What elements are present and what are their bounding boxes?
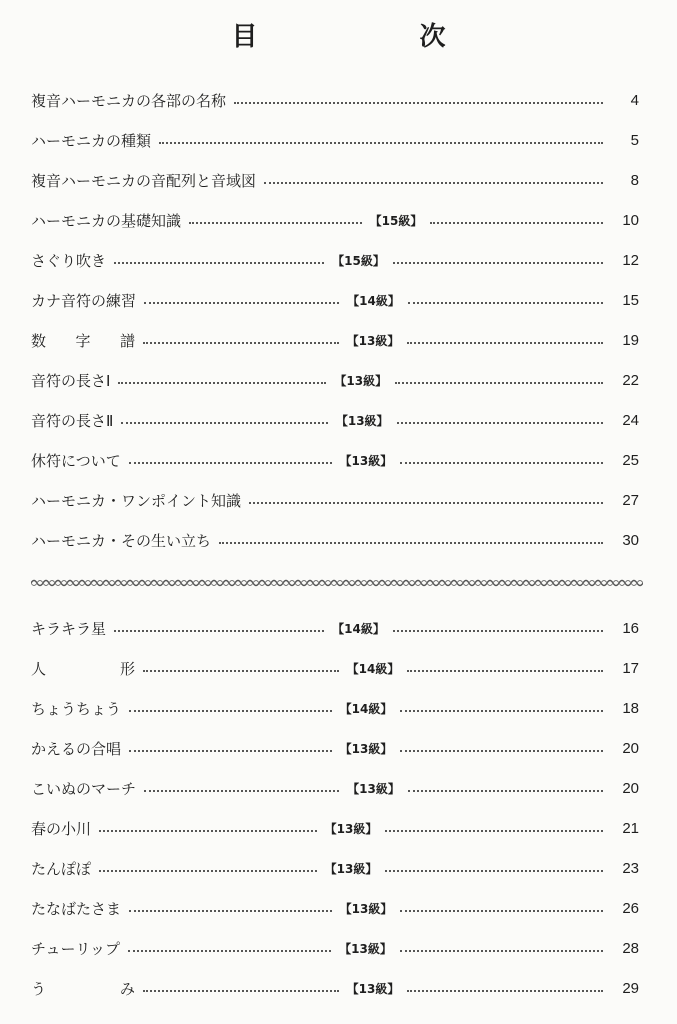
dot-leader: [408, 302, 603, 304]
dot-leader: [397, 422, 603, 424]
toc-entry: [31, 208, 639, 232]
page-number: 23: [622, 859, 639, 877]
page-number: 22: [622, 371, 640, 389]
dot-leader: [121, 422, 327, 424]
dot-leader: [143, 342, 339, 344]
page-number: 8: [630, 171, 639, 189]
toc-entry: [31, 408, 639, 432]
toc-entry: [31, 488, 639, 512]
toc-entry: [31, 248, 639, 272]
page-number: 20: [622, 779, 639, 797]
toc-entry-title: 音符の長さⅡ: [31, 411, 114, 430]
dot-leader: [407, 670, 603, 672]
dot-leader: [129, 710, 332, 712]
dot-leader: [385, 870, 603, 872]
dot-leader: [159, 142, 603, 144]
grade-label: 【14級】: [347, 293, 400, 308]
page-number: 19: [622, 331, 640, 349]
grade-label: 【13級】: [339, 901, 393, 916]
page-number: 4: [630, 91, 639, 109]
dot-leader: [249, 502, 603, 504]
toc-entry: [31, 776, 639, 800]
dot-leader: [234, 102, 603, 104]
dot-leader: [400, 910, 603, 912]
toc-entry-title: 人 形: [31, 659, 135, 678]
page-number: 15: [622, 291, 639, 309]
toc-entry: [31, 896, 639, 920]
grade-label: 【15級】: [332, 253, 385, 268]
dot-leader: [114, 262, 324, 264]
toc-entry-title: ハーモニカの基礎知識: [31, 211, 182, 230]
dot-leader: [143, 990, 339, 992]
toc-entry: [31, 656, 639, 680]
section-divider: [31, 578, 643, 588]
dot-leader: [189, 222, 362, 224]
page-number: 29: [622, 979, 640, 997]
toc-entry-title: 休符について: [31, 451, 121, 470]
toc-entry-title: ハーモニカの種類: [31, 131, 152, 150]
toc-entry: [31, 528, 639, 552]
grade-label: 【13級】: [347, 781, 400, 796]
toc-entry: [31, 736, 639, 760]
dot-leader: [400, 462, 603, 464]
page-title: 目 次: [231, 22, 514, 52]
grade-label: 【13級】: [346, 981, 400, 996]
dot-leader: [129, 462, 332, 464]
toc-entry: [31, 696, 639, 720]
toc-entry: [31, 448, 639, 472]
page-number: 5: [630, 131, 639, 149]
toc-entry-title: こいぬのマーチ: [31, 779, 137, 798]
toc-entry: [31, 128, 639, 152]
grade-label: 【13級】: [339, 941, 392, 956]
grade-label: 【13級】: [335, 413, 389, 428]
toc-entry-title: 音符の長さⅠ: [31, 371, 111, 390]
grade-label: 【15級】: [369, 213, 423, 228]
grade-label: 【13級】: [324, 821, 378, 836]
dot-leader: [219, 542, 603, 544]
grade-label: 【13級】: [324, 861, 378, 876]
grade-label: 【13級】: [346, 333, 400, 348]
toc-entry-title: さぐり吹き: [31, 251, 107, 270]
toc-entry: [31, 936, 639, 960]
page-number: 27: [622, 491, 639, 509]
dot-leader: [144, 790, 339, 792]
dot-leader: [430, 222, 603, 224]
toc-entry-title: ハーモニカ・ワンポイント知識: [31, 491, 242, 510]
toc-entry-title: たなばたさま: [31, 899, 122, 918]
page-number: 21: [622, 819, 639, 837]
dot-leader: [99, 870, 317, 872]
toc-entry: [31, 816, 639, 840]
toc-entry-title: 数 字 譜: [31, 331, 135, 350]
dot-leader: [400, 950, 603, 952]
page-number: 24: [622, 411, 639, 429]
grade-label: 【13級】: [339, 453, 393, 468]
dot-leader: [99, 830, 317, 832]
dot-leader: [129, 910, 332, 912]
grade-label: 【14級】: [332, 621, 385, 636]
page-number: 18: [622, 699, 639, 717]
page-number: 25: [622, 451, 639, 469]
toc-entry: [31, 368, 639, 392]
page-number: 28: [622, 939, 639, 957]
page-number: 26: [622, 899, 639, 917]
toc-entry: [31, 328, 639, 352]
dot-leader: [407, 990, 603, 992]
dot-leader: [129, 750, 332, 752]
dot-leader: [128, 950, 331, 952]
toc-entry: [31, 976, 639, 1000]
toc-entry-title: チューリップ: [31, 939, 120, 958]
page-number: 10: [622, 211, 639, 229]
dot-leader: [385, 830, 603, 832]
toc-entry-title: 複音ハーモニカの音配列と音域図: [31, 171, 257, 190]
toc-entry-title: ちょうちょう: [31, 699, 122, 718]
toc-entry-title: う み: [31, 979, 135, 998]
toc-entry: [31, 856, 639, 880]
dot-leader: [118, 382, 326, 384]
toc-entry-title: 春の小川: [31, 819, 92, 838]
grade-label: 【14級】: [346, 661, 400, 676]
dot-leader: [400, 710, 603, 712]
toc-entry: [31, 288, 639, 312]
dot-leader: [114, 630, 324, 632]
toc-entry-title: ハーモニカ・その生い立ち: [31, 531, 212, 550]
toc-entry-title: かえるの合唱: [31, 739, 122, 758]
dot-leader: [400, 750, 603, 752]
toc-entry: [31, 168, 639, 192]
toc-entry-title: キラキラ星: [31, 619, 107, 638]
grade-label: 【13級】: [334, 373, 388, 388]
dot-leader: [144, 302, 339, 304]
dot-leader: [393, 630, 603, 632]
dot-leader: [395, 382, 603, 384]
dot-leader: [393, 262, 603, 264]
dot-leader: [264, 182, 603, 184]
page-number: 30: [622, 531, 639, 549]
grade-label: 【14級】: [339, 701, 393, 716]
page-number: 17: [622, 659, 640, 677]
page-number: 12: [622, 251, 639, 269]
toc-entry: [31, 88, 639, 112]
toc-entry-title: たんぽぽ: [31, 859, 92, 878]
toc-entry-title: カナ音符の練習: [31, 291, 137, 310]
grade-label: 【13級】: [339, 741, 393, 756]
dot-leader: [143, 670, 339, 672]
page-number: 16: [622, 619, 639, 637]
page-number: 20: [622, 739, 639, 757]
toc-entry: [31, 616, 639, 640]
dot-leader: [408, 790, 603, 792]
dot-leader: [407, 342, 603, 344]
toc-entry-title: 複音ハーモニカの各部の名称: [31, 91, 227, 110]
